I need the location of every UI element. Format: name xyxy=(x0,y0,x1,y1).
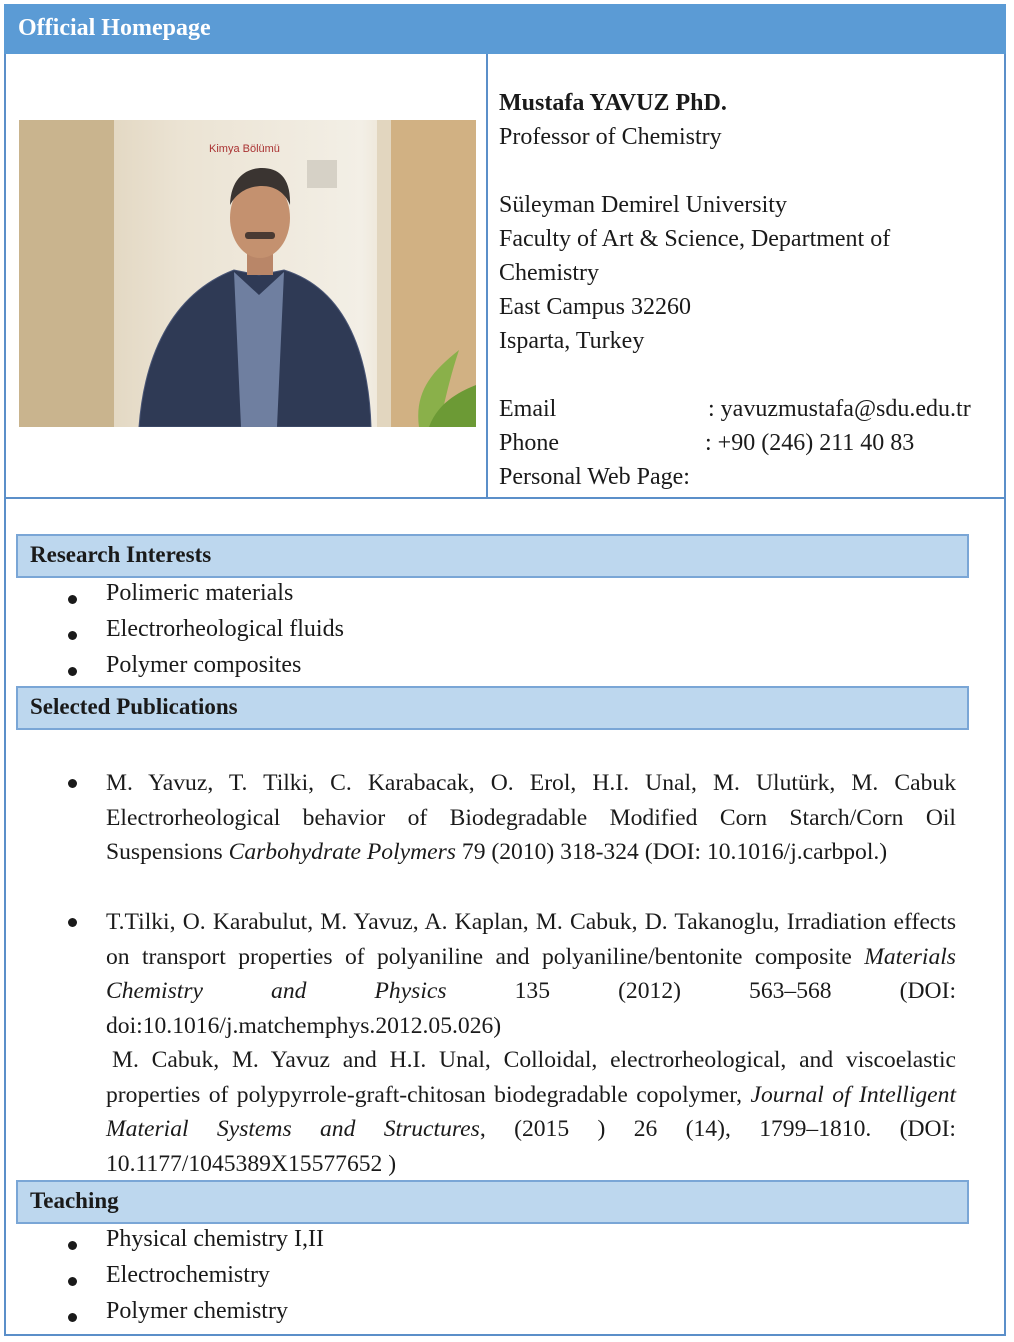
address-city: Isparta, Turkey xyxy=(499,328,645,354)
publication-authors-title: T.Tilki, O. Karabulut, M. Yavuz, A. Kaplan, M. Cabuk, D. Takanoglu, Irradiation effects on transport properties of polyaniline and polyaniline/bentonite composite xyxy=(106,909,956,970)
publication-details: , (2015 ) 26 (14), 1799–1810. (DOI: 10.1177/1045389X15577652 ) xyxy=(106,1116,956,1177)
publication-item xyxy=(106,1043,956,1181)
selected-publications-title: Selected Publications xyxy=(30,694,238,719)
list-item xyxy=(0,1298,1000,1334)
publication-item xyxy=(106,766,956,870)
list-item-text: Electrochemistry xyxy=(106,1262,270,1288)
publication-details: 135 (2012) 563–568 (DOI: doi:10.1016/j.matchemphys.2012.05.026) xyxy=(106,978,956,1039)
publication-item xyxy=(106,905,956,1043)
header-bar xyxy=(4,4,1006,54)
publication-journal: Carbohydrate Polymers xyxy=(228,839,456,865)
bullet-icon xyxy=(68,918,77,927)
bullet-icon xyxy=(68,1313,77,1322)
list-item-text: Polimeric materials xyxy=(106,580,294,606)
publication-authors-title: M. Cabuk, M. Yavuz and H.I. Unal, Colloidal, electrorheological, and viscoelastic properties of polypyrrole-graft-chitosan biodegradable copolymer, xyxy=(106,1047,956,1108)
research-interests-title: Research Interests xyxy=(30,542,212,567)
address-department: Chemistry xyxy=(499,260,599,286)
phone-value: : +90 (246) 211 40 83 xyxy=(705,430,915,456)
research-interests-heading xyxy=(16,534,969,578)
list-item-text: Electrorheological fluids xyxy=(106,616,344,642)
list-item xyxy=(0,1262,1000,1298)
profile-column-divider xyxy=(486,54,488,498)
address-campus: East Campus 32260 xyxy=(499,294,691,320)
web-label: Personal Web Page: xyxy=(499,464,690,490)
publication-journal: Materials Chemistry and Physics xyxy=(106,943,956,1004)
email-label: Email xyxy=(499,396,557,422)
publication-journal: Journal of Intelligent Material Systems and Structures xyxy=(106,1081,956,1142)
list-item xyxy=(0,652,1000,688)
address-faculty: Faculty of Art & Science, Department of xyxy=(499,226,891,252)
list-item xyxy=(0,616,1000,652)
teaching-title: Teaching xyxy=(30,1188,119,1213)
teaching-heading xyxy=(16,1180,969,1224)
profile-info xyxy=(499,86,999,494)
list-item xyxy=(0,580,1000,616)
list-item xyxy=(0,1226,1000,1262)
teaching-list xyxy=(0,1226,1000,1334)
bullet-icon xyxy=(68,667,77,676)
research-interests-list xyxy=(0,580,1000,688)
list-item-text: Polymer chemistry xyxy=(106,1298,288,1324)
profile-name: Mustafa YAVUZ PhD. xyxy=(499,90,727,116)
profile-position: Professor of Chemistry xyxy=(499,124,722,150)
bullet-icon xyxy=(68,1277,77,1286)
profile-photo xyxy=(19,120,476,427)
selected-publications-heading xyxy=(16,686,969,730)
bullet-icon xyxy=(68,779,77,788)
email-row xyxy=(499,392,999,426)
bullet-icon xyxy=(68,1241,77,1250)
photo-sign-text: Kimya Bölümü xyxy=(209,143,280,155)
bullet-icon xyxy=(68,631,77,640)
bullet-icon xyxy=(68,595,77,604)
email-value[interactable]: : yavuzmustafa@sdu.edu.tr xyxy=(708,396,971,422)
header-title: Official Homepage xyxy=(18,15,211,41)
list-item-text: Physical chemistry I,II xyxy=(106,1226,324,1252)
profile-bottom-divider xyxy=(4,497,1006,499)
list-item-text: Polymer composites xyxy=(106,652,302,678)
web-row xyxy=(499,460,999,494)
phone-row xyxy=(499,426,999,460)
publication-details: 79 (2010) 318-324 (DOI: 10.1016/j.carbpol.) xyxy=(461,839,888,865)
publication-authors-title: M. Yavuz, T. Tilki, C. Karabacak, O. Erol, H.I. Unal, M. Ulutürk, M. Cabuk Electrorheological behavior of Biodegradable Modified Corn Starch/Corn Oil Suspensions xyxy=(106,770,956,865)
address-university: Süleyman Demirel University xyxy=(499,192,787,218)
phone-label: Phone xyxy=(499,430,559,456)
